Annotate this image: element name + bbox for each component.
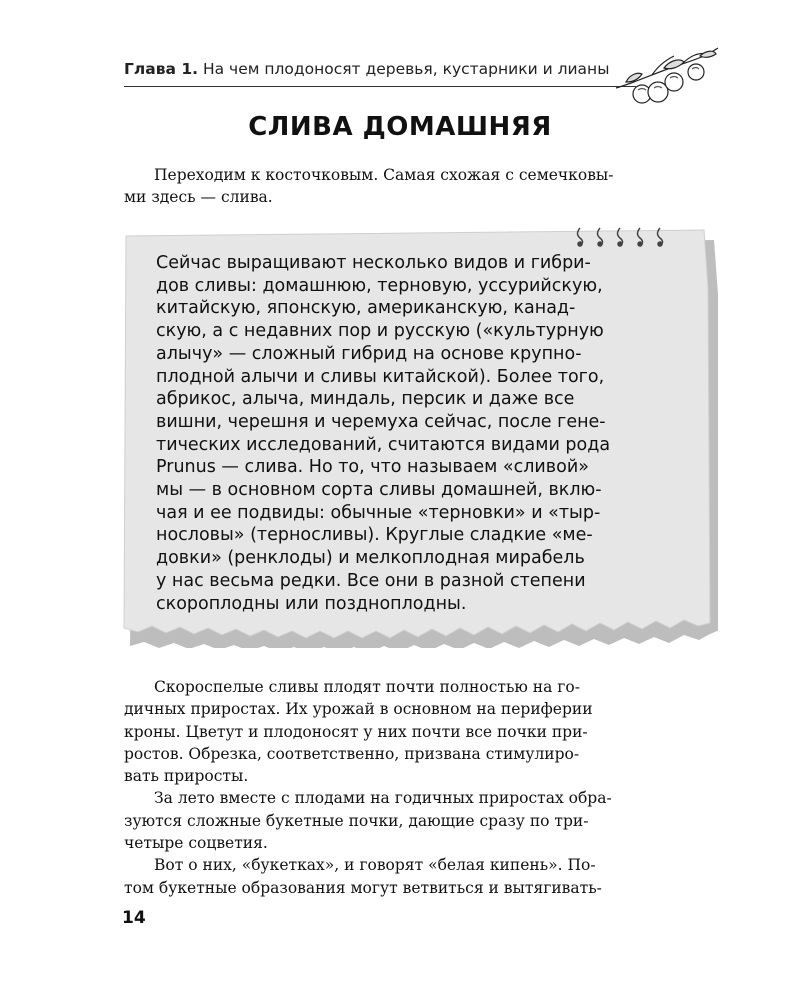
note-line: плодной алычи и сливы китайской). Более того, <box>156 366 605 387</box>
note-line: дов сливы: домашнюю, терновую, уссурийскую, <box>156 275 603 296</box>
note-line: мы — в основном сорта сливы домашней, вклю- <box>156 480 602 501</box>
spiral-binding-icon <box>574 226 674 248</box>
text-line: Скороспелые сливы плодят почти полностью на го- <box>154 678 581 696</box>
note-line: тических исследований, считаются видами рода <box>156 434 611 455</box>
note-line: Сейчас выращивают несколько видов и гибри- <box>156 253 591 273</box>
header-rule <box>124 86 636 87</box>
text-line: вать приросты. <box>124 767 249 786</box>
text-line: четыре соцветия. <box>124 834 268 853</box>
chapter-title: На чем плодоносят деревья, кустарники и лианы <box>202 60 610 78</box>
torn-paper-note <box>118 228 718 648</box>
note-line: скороплодны или поздноплодны. <box>156 593 467 614</box>
text-line: ми здесь — слива. <box>124 188 273 206</box>
running-header <box>124 60 624 78</box>
note-line: нословы» (терносливы). Круглые сладкие «ме- <box>156 525 593 546</box>
body-paragraphs <box>124 676 714 899</box>
text-line: ростов. Обрезка, соответственно, призвана стимулиро- <box>124 744 580 763</box>
note-line: Prunus — слива. Но то, что называем «сливой» <box>156 457 589 478</box>
section-title: СЛИВА ДОМАШНЯЯ <box>248 112 552 142</box>
note-text <box>156 252 684 615</box>
text-line: зуются сложные букетные почки, дающие сразу по три- <box>124 811 589 830</box>
text-line: кроны. Цветут и плодоносят у них почти все почки при- <box>124 722 588 741</box>
note-line: у нас весьма редки. Все они в разной степени <box>156 570 586 591</box>
note-line: алычу» — сложный гибрид на основе крупно- <box>156 343 582 364</box>
text-line: дичных приростах. Их урожай в основном на периферии <box>124 700 593 719</box>
note-line: скую, а с недавних пор и русскую («культурную <box>156 321 604 342</box>
note-line: чая и ее подвиды: обычные «терновки» и «тыр- <box>156 502 601 523</box>
note-line: довки» (ренклоды) и мелкоплодная мирабель <box>156 548 585 569</box>
note-line: китайскую, японскую, американскую, канад- <box>156 298 576 319</box>
text-line: том букетные образования могут ветвиться и вытягивать- <box>124 878 602 897</box>
page-number: 14 <box>122 908 146 928</box>
text-line: Вот о них, «букетках», и говорят «белая кипень». По- <box>154 856 596 875</box>
note-line: абрикос, алыча, миндаль, персик и даже все <box>156 389 575 410</box>
chapter-label: Глава 1. <box>124 60 199 78</box>
intro-paragraph <box>124 164 714 208</box>
plum-branch-icon <box>612 42 722 112</box>
note-line: вишни, черешня и черемуха сейчас, после гене- <box>156 411 606 432</box>
text-line: За лето вместе с плодами на годичных приростах обра- <box>154 789 612 808</box>
text-line: Переходим к косточковым. Самая схожая с семечковы- <box>154 166 614 184</box>
